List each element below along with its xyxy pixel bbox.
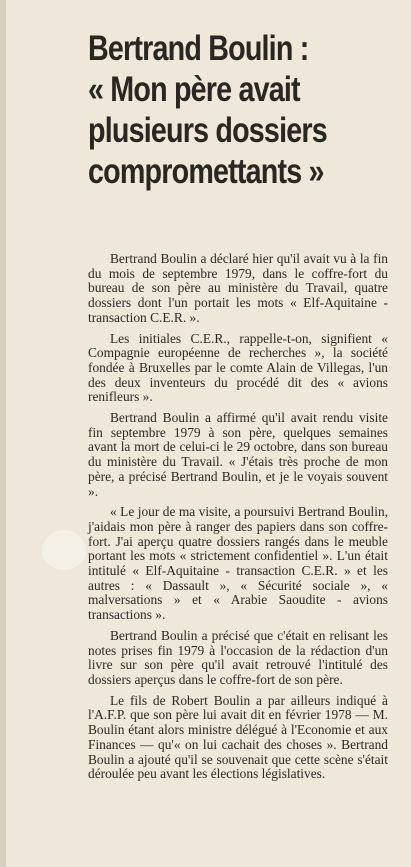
headline: [88, 28, 334, 192]
headline-line: compromettants »: [88, 152, 324, 191]
paragraph: Bertrand Boulin a précisé que c'était en relisant les notes prises fin 1979 à l'occasion de la rédaction d'un livre sur son père qu'il avait retrouvé l'intitulé des dossiers aperçus dans le coffre-fort de son père.: [88, 627, 388, 687]
headline-line: Bertrand Boulin :: [88, 29, 309, 68]
paragraph: Bertrand Boulin a déclaré hier qu'il avait vu à la fin du mois de septembre 1979, dans le coffre-fort du bureau de son père au ministère du Travail, quatre dossiers dont l'un portait les mots « Elf-Aquitaine - transaction C.E.R. ».: [88, 251, 388, 325]
article-body: [88, 252, 388, 788]
paper-stain: [42, 530, 86, 570]
paragraph: Bertrand Boulin a affirmé qu'il avait rendu visite fin septembre 1979 à son père, quelques semaines avant la mort de celui-ci le 29 octobre, dans son bureau du ministère du Travail. « J'étais très proche de mon père, a précisé Bertrand Boulin, et je le voyais souvent ».: [88, 410, 388, 499]
headline-line: plusieurs dossiers: [88, 111, 327, 150]
paragraph: Les initiales C.E.R., rappelle-t-on, signifient « Compagnie européenne de recherches », la société fondée à Bruxelles par le comte Alain de Villegas, l'un des deux inventeurs du procédé dit des « avions renifleurs ».: [88, 330, 388, 405]
headline-line: « Mon père avait: [88, 70, 300, 109]
paragraph: Le fils de Robert Boulin a par ailleurs indiqué à l'A.F.P. que son père lui avait dit en février 1978 — M. Boulin étant alors ministre délégué à l'Economie et aux Finances — qu'« on lui cachait des choses ». Bertrand Boulin a ajouté qu'il se souvenait que cette scène s'était déroulée peu avant les élections législatives.: [88, 692, 388, 782]
paragraph: « Le jour de ma visite, a poursuivi Bertrand Boulin, j'aidais mon père à ranger des papiers dans son coffre-fort. J'ai aperçu quatre dossiers rangés dans le meuble portant les mots « strictement confidentiel ». L'un était intitulé « Elf-Aquitaine - transaction C.E.R. » et les autres : « Dassault », « Sécurité sociale », « malversations » et « Arabie Saoudite - avions transactions ».: [88, 504, 388, 623]
